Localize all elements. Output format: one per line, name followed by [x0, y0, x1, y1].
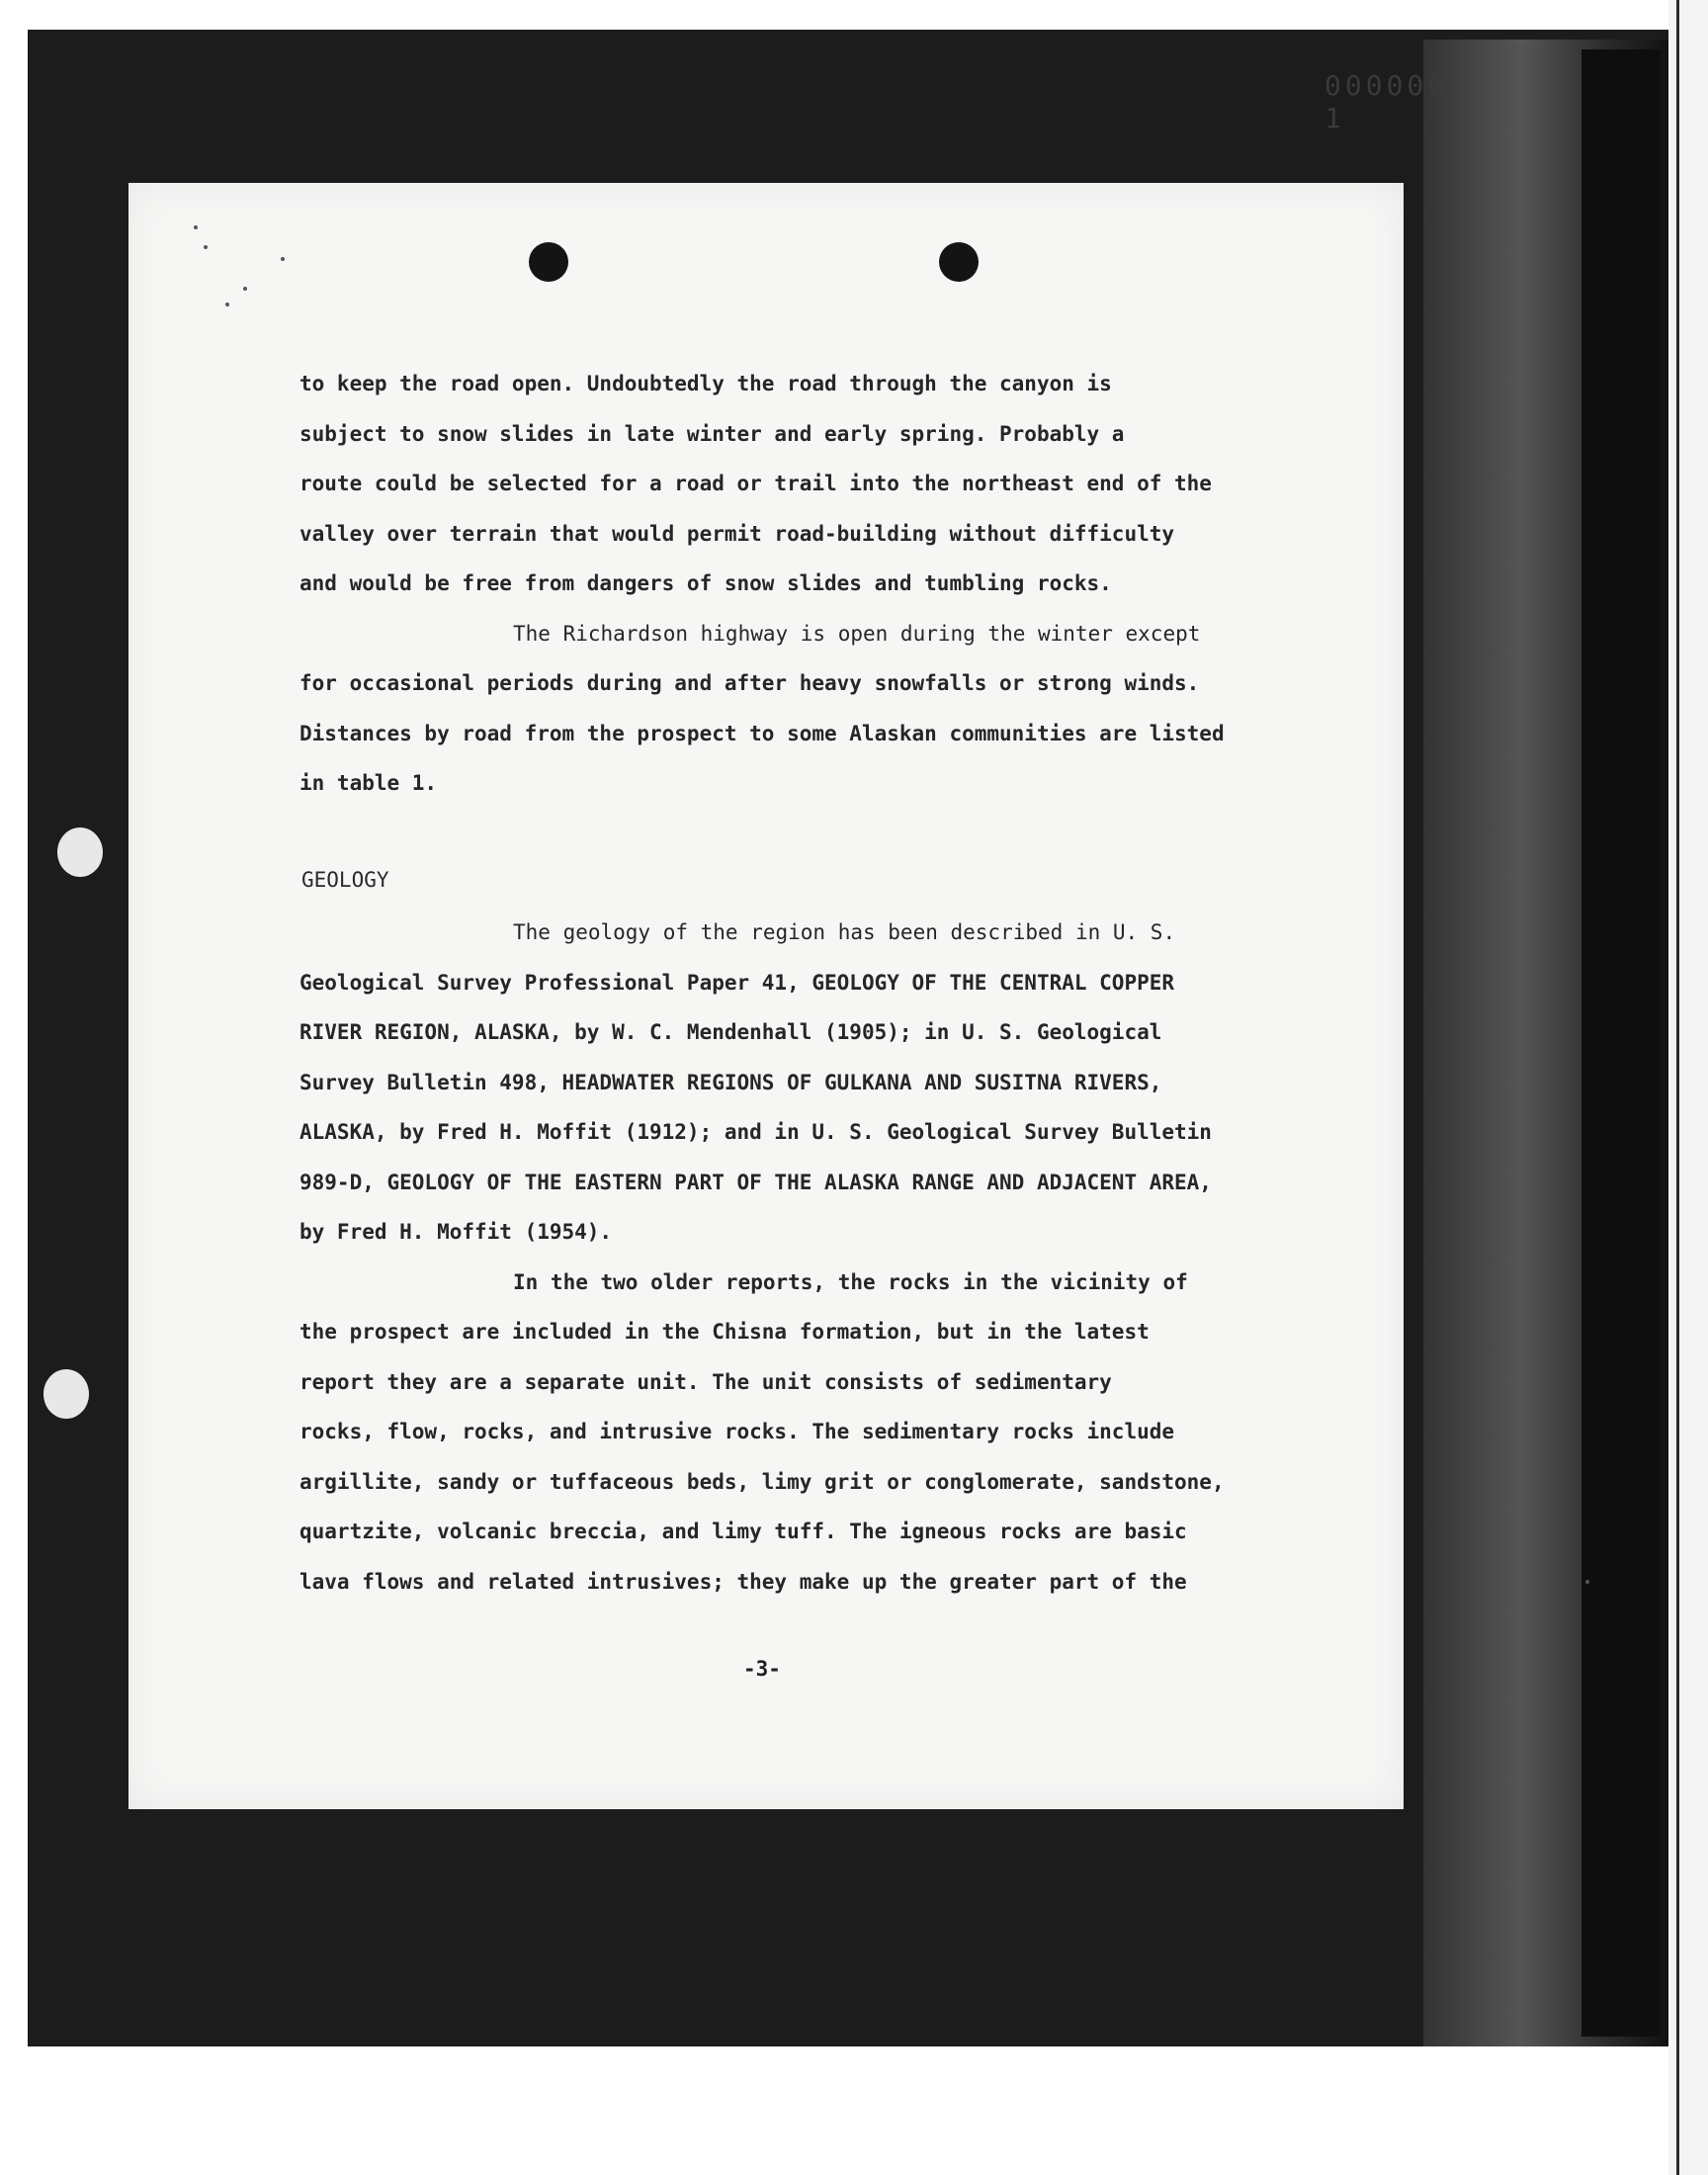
speck [194, 225, 198, 229]
text-line: to keep the road open. Undoubtedly the road through the canyon is [299, 372, 1112, 395]
text-line: Distances by road from the prospect to some Alaskan communities are listed [299, 721, 1225, 745]
text-line: argillite, sandy or tuffaceous beds, limy grit or conglomerate, sandstone, [299, 1469, 1225, 1494]
intro-paragraph [299, 359, 1225, 809]
text-line: rocks, flow, rocks, and intrusive rocks. The sedimentary rocks include [299, 1420, 1175, 1443]
frame-edge [1581, 49, 1661, 2037]
text-line: valley over terrain that would permit road-building without difficulty [299, 521, 1175, 546]
text-line: subject to snow slides in late winter and early spring. Probably a [299, 421, 1125, 446]
punch-hole-right [939, 242, 979, 282]
text-line: quartzite, volcanic breccia, and limy tuff. The igneous rocks are basic [299, 1520, 1187, 1543]
text-line: 989-D, GEOLOGY OF THE EASTERN PART OF THE ALASKA RANGE AND ADJACENT AREA, [299, 1170, 1212, 1194]
speck [225, 303, 229, 306]
speck [243, 287, 247, 291]
text-line: ALASKA, by Fred H. Moffit (1912); and in U. S. Geological Survey Bulletin [299, 1120, 1212, 1144]
section-heading: GEOLOGY [301, 868, 389, 892]
text-line: In the two older reports, the rocks in the vicinity of [513, 1269, 1188, 1294]
text-line: the prospect are included in the Chisna formation, but in the latest [299, 1320, 1150, 1344]
text-line: RIVER REGION, ALASKA, by W. C. Mendenhall (1905); in U. S. Geological [299, 1020, 1162, 1044]
punch-hole-left [529, 242, 568, 282]
scan-rule [1676, 0, 1679, 2175]
speck [204, 245, 208, 249]
text-line: Survey Bulletin 498, HEADWATER REGIONS OF GULKANA AND SUSITNA RIVERS, [299, 1070, 1162, 1094]
text-line: and would be free from dangers of snow slides and tumbling rocks. [299, 571, 1112, 595]
text-line: in table 1. [299, 771, 438, 795]
text-line: The geology of the region has been described in U. S. [513, 920, 1176, 944]
speck [281, 257, 285, 261]
text-line: report they are a separate unit. The unit consists of sedimentary [299, 1369, 1112, 1394]
speck [1585, 1580, 1589, 1584]
binder-hole-bottom [43, 1369, 89, 1419]
text-line: Geological Survey Professional Paper 41, GEOLOGY OF THE CENTRAL COPPER [299, 970, 1175, 995]
text-line: route could be selected for a road or trail into the northeast end of the [299, 472, 1212, 495]
text-line: The Richardson highway is open during the winter except [513, 621, 1201, 646]
text-line: for occasional periods during and after heavy snowfalls or strong winds. [299, 671, 1200, 695]
binder-hole-top [57, 827, 103, 877]
text-line: lava flows and related intrusives; they make up the greater part of the [299, 1569, 1187, 1594]
scan-margin [1668, 0, 1708, 2175]
page-number: -3- [743, 1657, 781, 1681]
text-line: by Fred H. Moffit (1954). [299, 1220, 613, 1244]
frame-label: 000000 1 [1324, 69, 1449, 134]
geology-paragraph [299, 908, 1225, 1607]
